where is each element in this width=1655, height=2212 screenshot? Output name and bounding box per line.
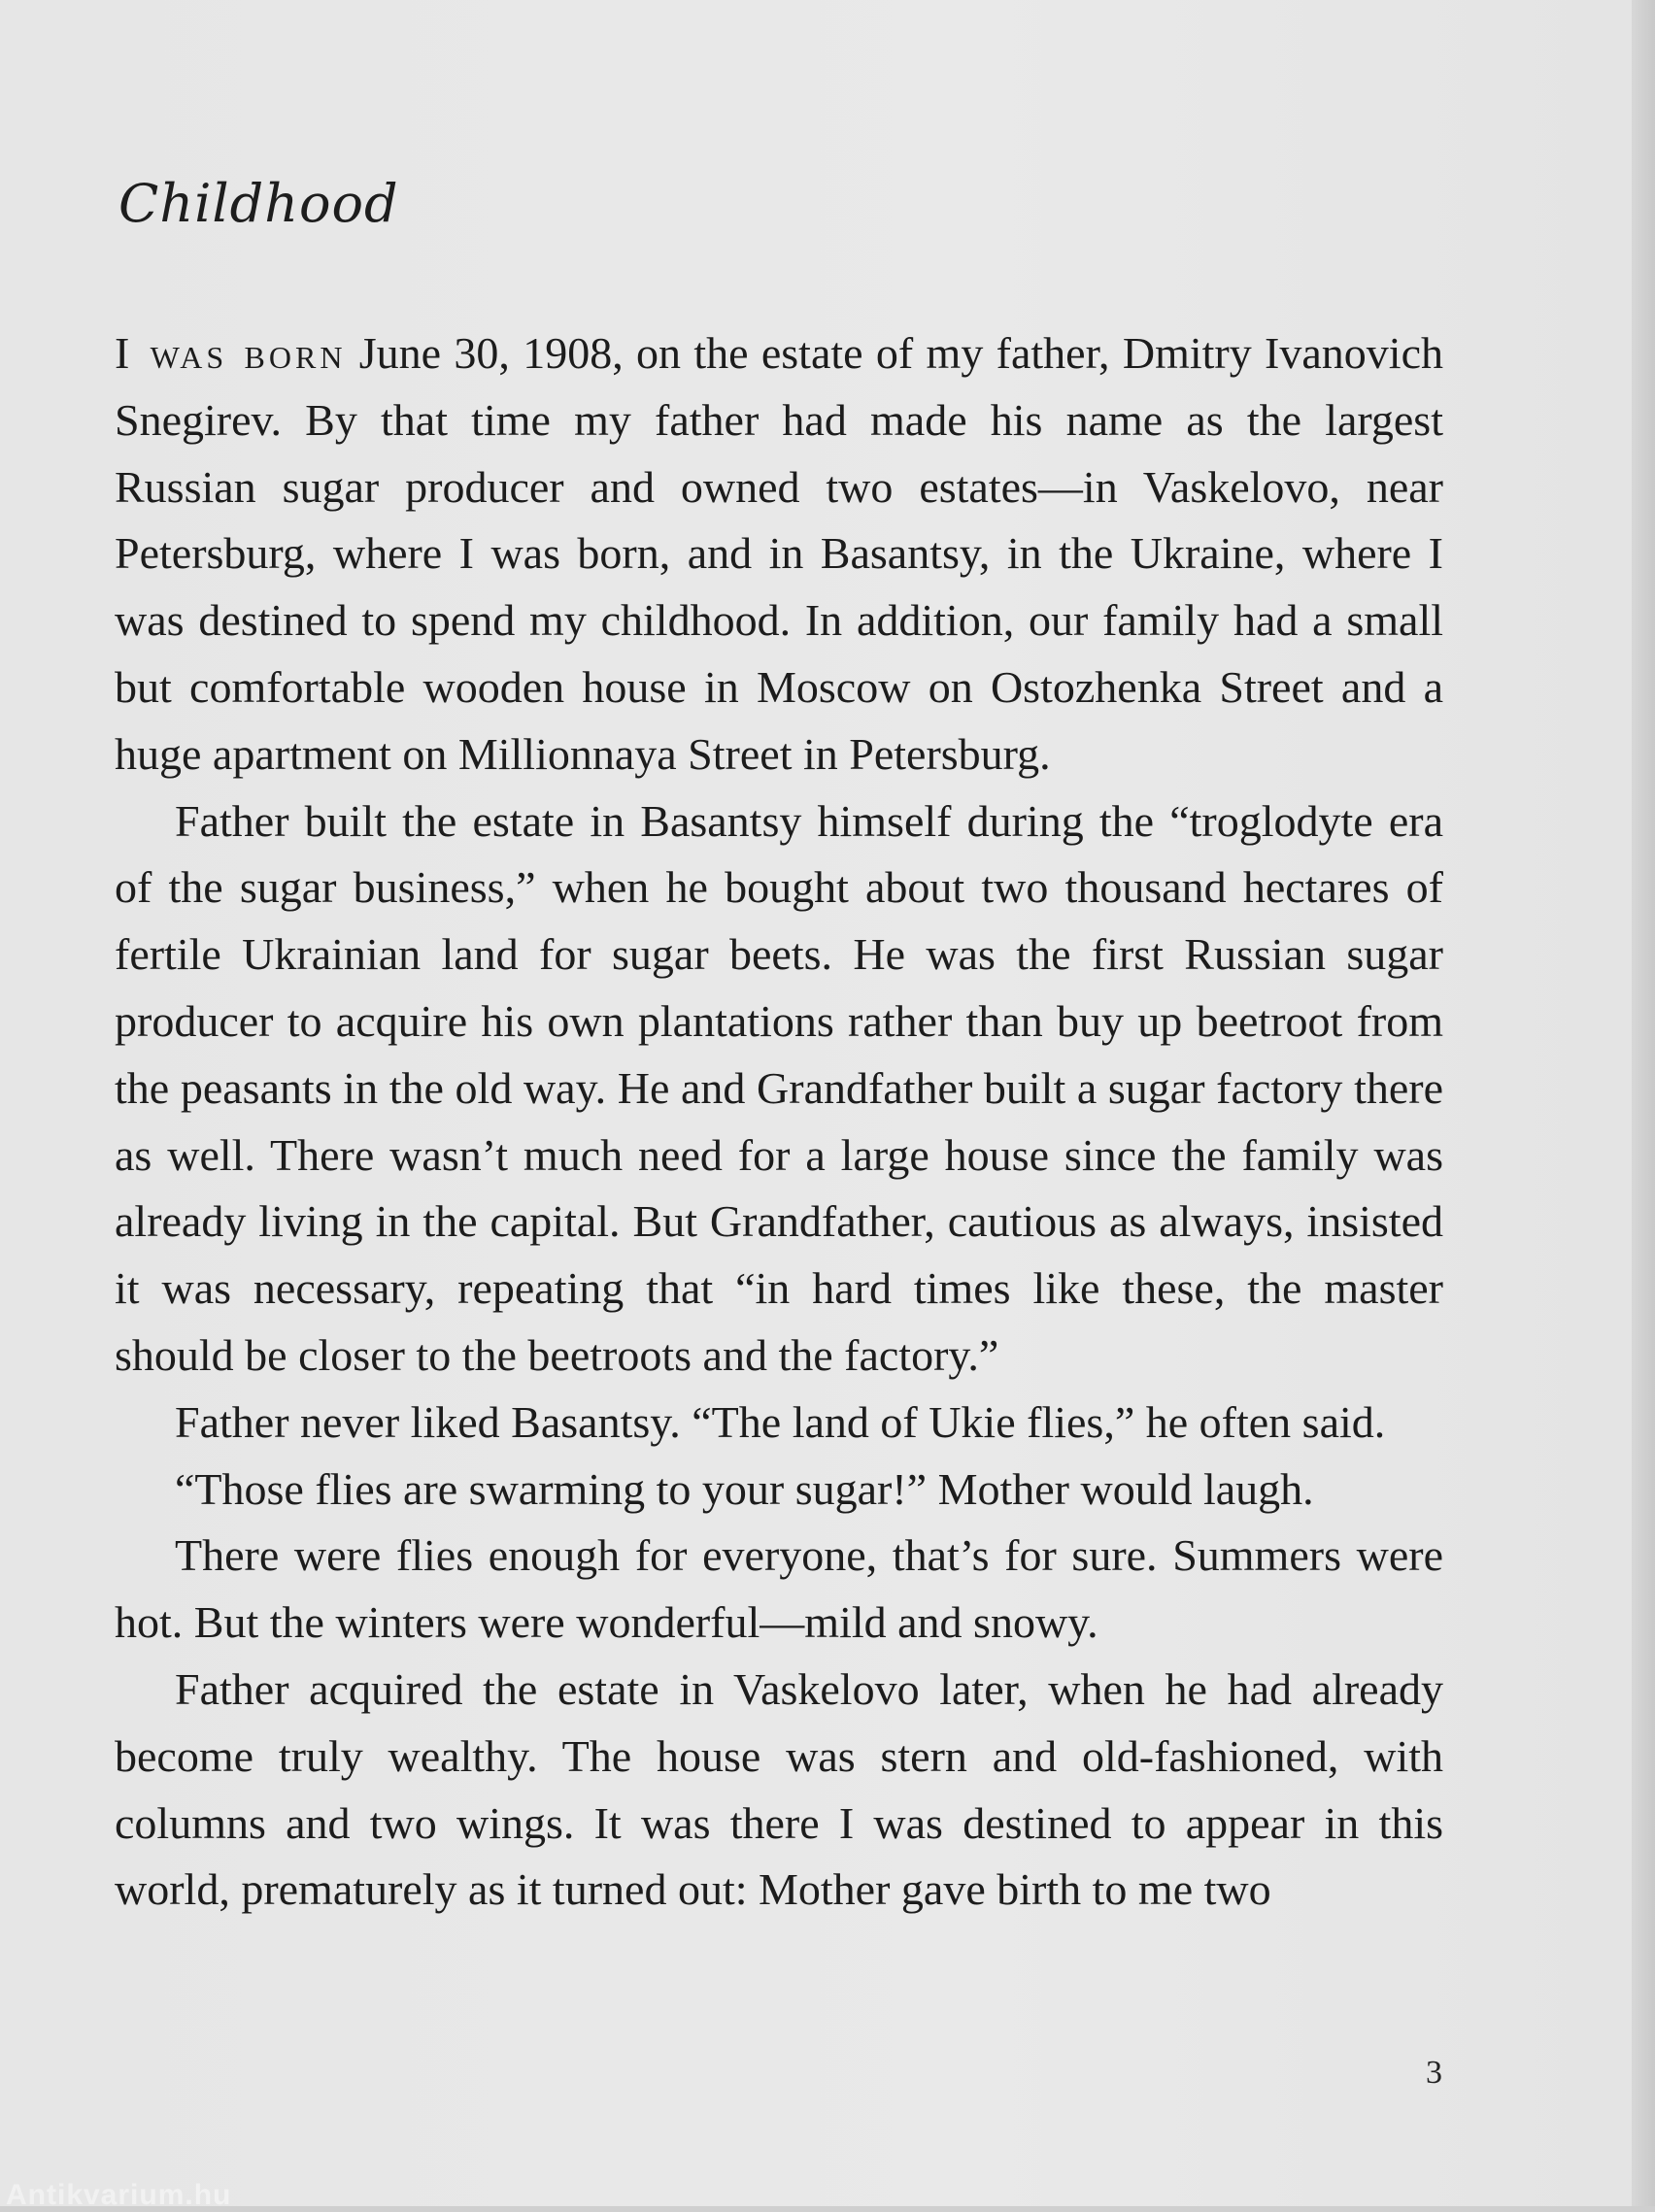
- opening-smallcaps: I was born: [115, 328, 347, 378]
- paragraph-1-text: June 30, 1908, on the estate of my father, Dmitry Ivanovich Snegirev. By that time my father had made his name as the largest Russian sugar producer and owned two estates—in Vaskelovo, near Petersburg, where I was born, and in Basantsy, in the Ukraine, where I was destined to spend my childhood. In addition, our family had a small but comfortable wooden house in Moscow on Ostozhenka Street and a huge apartment on Millionnaya Street in Petersburg.: [115, 328, 1443, 779]
- page-number: 3: [1426, 2055, 1442, 2091]
- paragraph-4: “Those flies are swarming to your sugar!” Mother would laugh.: [175, 1463, 1314, 1514]
- paragraph-1: [115, 320, 1443, 788]
- body-text: [115, 320, 1443, 1924]
- chapter-heading: Childhood: [118, 173, 399, 234]
- watermark: Antikvarium.hu: [6, 2179, 232, 2211]
- paragraph-3: Father never liked Basantsy. “The land of Ukie flies,” he often said.: [175, 1396, 1386, 1447]
- paragraph-5: There were flies enough for everyone, that’s for sure. Summers were hot. But the winters were wonderful—mild and snowy.: [115, 1530, 1443, 1648]
- page-edge-shadow: [1632, 0, 1655, 2206]
- paragraph-6: Father acquired the estate in Vaskelovo later, when he had already become truly wealthy. The house was stern and old-fashioned, with columns and two wings. It was there I was destined to appear in this world, prematurely as it turned out: Mother gave birth to me two: [115, 1663, 1443, 1915]
- paragraph-2: Father built the estate in Basantsy himself during the “troglodyte era of the sugar business,” when he bought about two thousand hectares of fertile Ukrainian land for sugar beets. He was the first Russian sugar producer to acquire his own plantations rather than buy up beetroot from the peasants in the old way. He and Grandfather built a sugar factory there as well. There wasn’t much need for a large house since the family was already living in the capital. But Grandfather, cautious as always, insisted it was necessary, repeating that “in hard times like these, the master should be closer to the beetroots and the factory.”: [115, 795, 1443, 1380]
